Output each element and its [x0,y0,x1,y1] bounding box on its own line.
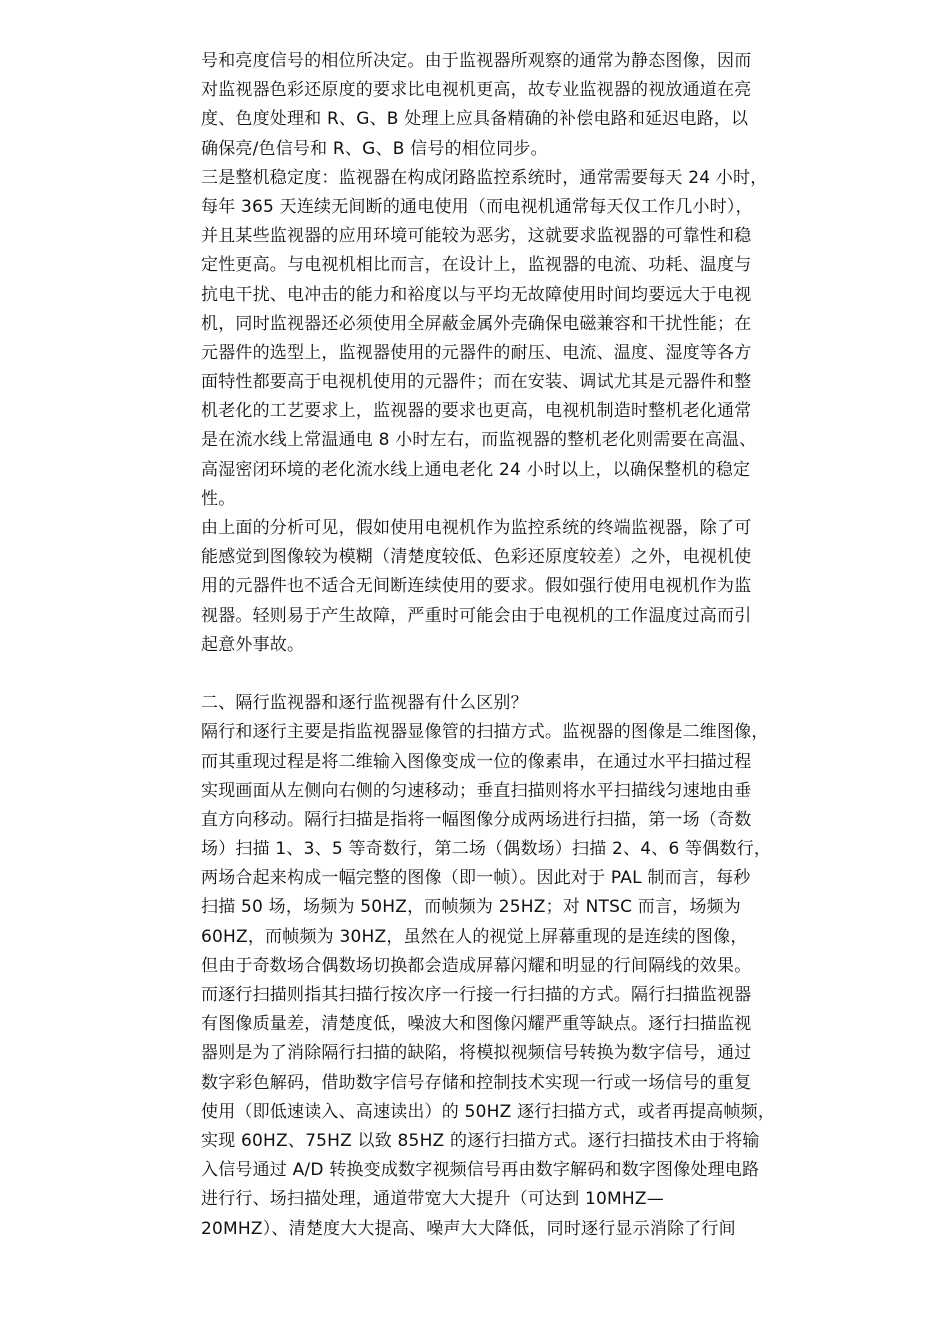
text-line: 机老化的工艺要求上，监视器的要求也更高，电视机制造时整机老化通常 [201,401,752,422]
text-line: 有图像质量差，清楚度低，噪波大和图像闪耀严重等缺点。逐行扫描监视 [201,1014,752,1035]
text-line: 实现画面从左侧向右侧的匀速移动；垂直扫描则将水平扫描线匀速地由垂 [201,780,752,801]
text-block-1 [201,47,841,660]
text-line: 视器。轻则易于产生故障，严重时可能会由于电视机的工作温度过高而引 [201,605,752,626]
text-line: 元器件的选型上，监视器使用的元器件的耐压、电流、温度、湿度等各方 [201,342,752,363]
text-line: 场）扫描 1、3、5 等奇数行，第二场（偶数场）扫描 2、4、6 等偶数行， [201,839,772,860]
section-heading: 二、隔行监视器和逐行监视器有什么区别？ [201,693,528,714]
text-line: 能感觉到图像较为模糊（清楚度较低、色彩还原度较差）之外，电视机使 [201,547,752,568]
text-line: 并且某些监视器的应用环境可能较为恶劣，这就要求监视器的可靠性和稳 [201,226,752,247]
paragraph-gap [201,660,841,689]
text-line: 每年 365 天连续无间断的通电使用（而电视机通常每天仅工作几小时）， [201,196,753,217]
text-line: 抗电干扰、电冲击的能力和裕度以与平均无故障使用时间均要远大于电视 [201,284,752,305]
text-line: 用的元器件也不适合无间断连续使用的要求。假如强行使用电视机作为监 [201,576,752,597]
text-line: 数字彩色解码，借助数字信号存储和控制技术实现一行或一场信号的重复 [201,1072,752,1093]
text-line: 进行行、场扫描处理，通道带宽大大提升（可达到 10MHZ— [201,1189,664,1210]
text-line: 入信号通过 A/D 转换变成数字视频信号再由数字解码和数字图像处理电路 [201,1160,760,1181]
text-line: 性。 [201,488,236,509]
text-line: 三是整机稳定度：监视器在构成闭路监控系统时，通常需要每天 24 小时， [201,167,768,188]
text-line: 确保亮/色信号和 R、G、B 信号的相位同步。 [201,138,548,159]
text-line: 使用（即低速读入、高速读出）的 50HZ 逐行扫描方式，或者再提高帧频， [201,1101,776,1122]
document-body [201,47,841,1244]
text-line: 起意外事故。 [201,634,305,655]
text-line: 定性更高。与电视机相比而言，在设计上，监视器的电流、功耗、温度与 [201,255,752,276]
text-line: 器则是为了消除隔行扫描的缺陷，将模拟视频信号转换为数字信号，通过 [201,1043,752,1064]
text-line: 对监视器色彩还原度的要求比电视机更高，故专业监视器的视放通道在亮 [201,80,752,101]
text-line: 两场合起来构成一幅完整的图像（即一帧）。因此对于 PAL 制而言，每秒 [201,868,751,889]
text-line: 60HZ，而帧频为 30HZ，虽然在人的视觉上屏幕重现的是连续的图像， [201,926,748,947]
text-line: 20MHZ）、清楚度大大提高、噪声大大降低，同时逐行显示消除了行间 [201,1218,736,1239]
text-line: 面特性都要高于电视机使用的元器件；而在安装、调试尤其是元器件和整 [201,372,752,393]
text-line: 是在流水线上常温通电 8 小时左右，而监视器的整机老化则需要在高温、 [201,430,757,451]
text-block-2 [201,689,841,1244]
text-line: 号和亮度信号的相位所决定。由于监视器所观察的通常为静态图像，因而 [201,51,752,71]
text-line: 扫描 50 场，场频为 50HZ，而帧频为 25HZ；对 NTSC 而言，场频为 [201,897,741,918]
text-line: 但由于奇数场合偶数场切换都会造成屏幕闪耀和明显的行间隔线的效果。 [201,955,752,976]
text-line: 直方向移动。隔行扫描是指将一幅图像分成两场进行扫描，第一场（奇数 [201,809,752,830]
text-line: 高湿密闭环境的老化流水线上通电老化 24 小时以上，以确保整机的稳定 [201,459,751,480]
text-line: 度、色度处理和 R、G、B 处理上应具备精确的补偿电路和延迟电路，以 [201,109,749,130]
text-line: 由上面的分析可见，假如使用电视机作为监控系统的终端监视器，除了可 [201,518,752,538]
text-line: 机，同时监视器还必须使用全屏蔽金属外壳确保电磁兼容和干扰性能；在 [201,313,752,334]
text-line: 而其重现过程是将二维输入图像变成一位的像素串，在通过水平扫描过程 [201,751,752,772]
text-line: 实现 60HZ、75HZ 以致 85HZ 的逐行扫描方式。逐行扫描技术由于将输 [201,1130,760,1151]
text-line: 隔行和逐行主要是指监视器显像管的扫描方式。监视器的图像是二维图像， [201,722,769,743]
text-line: 而逐行扫描则指其扫描行按次序一行接一行扫描的方式。隔行扫描监视器 [201,985,752,1005]
